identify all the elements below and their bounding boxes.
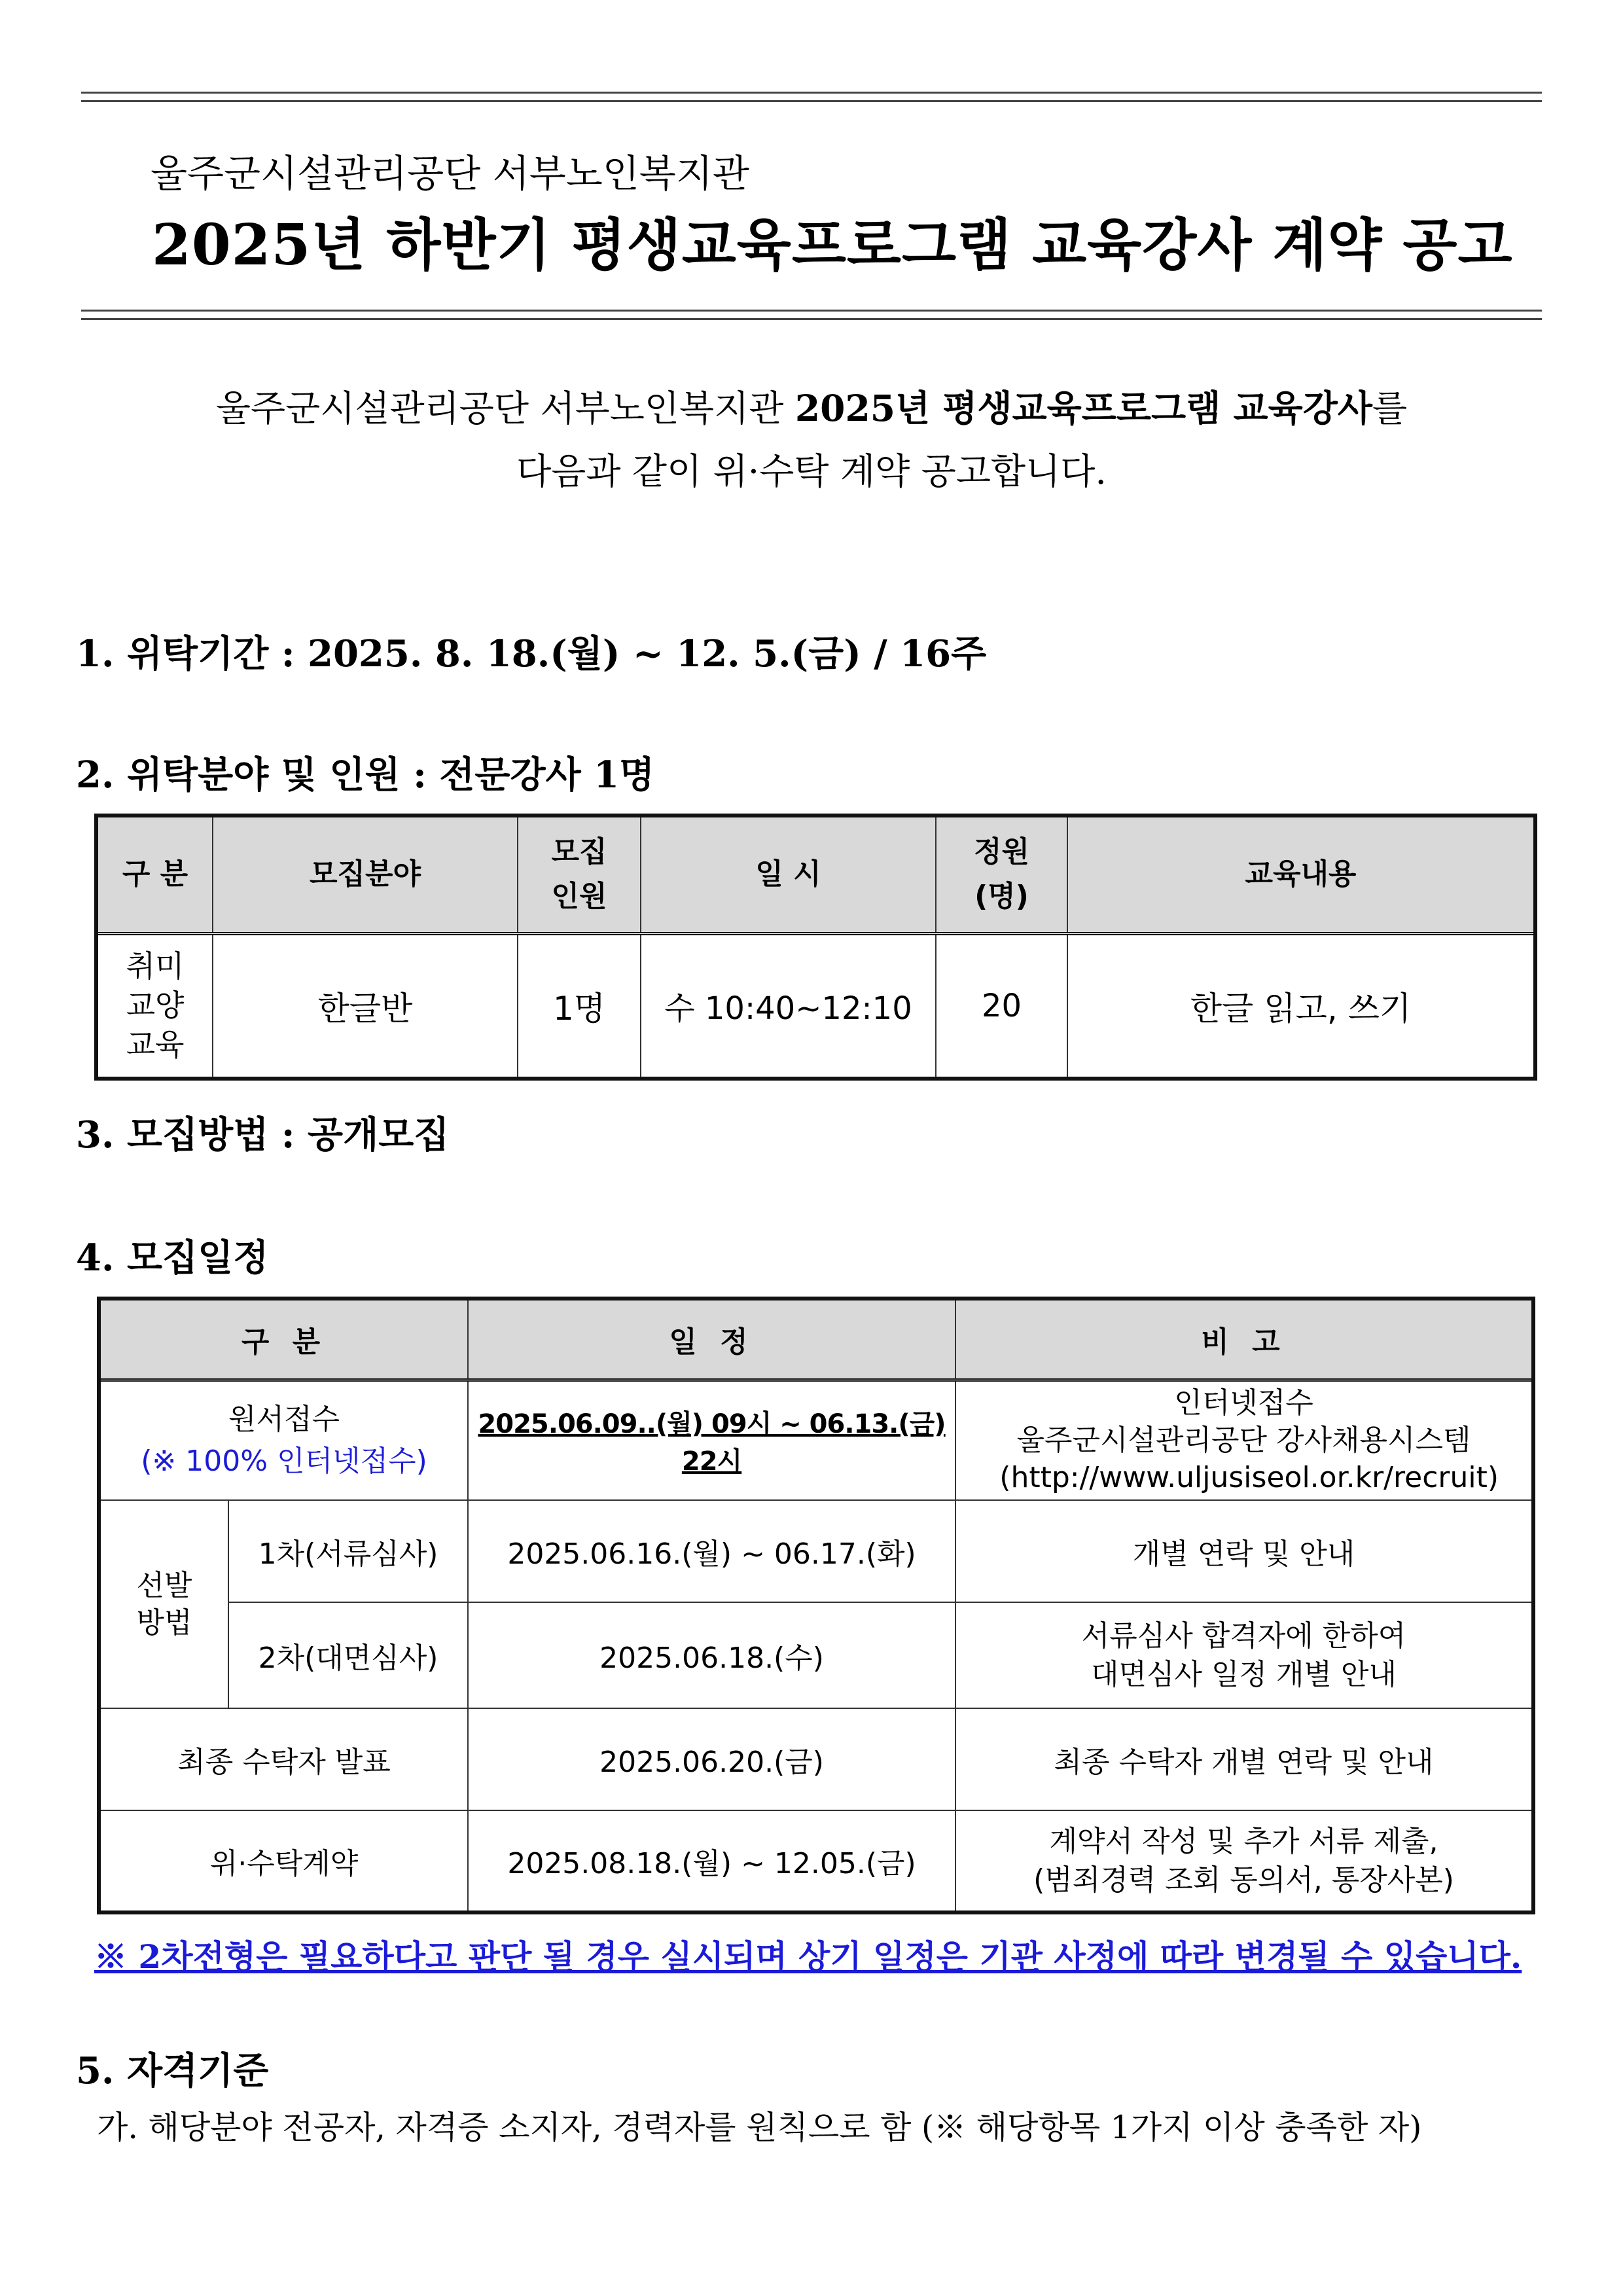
header-category: 구 분 bbox=[96, 816, 213, 933]
page-title: 2025년 하반기 평생교육프로그램 교육강사 계약 공고 bbox=[152, 212, 1513, 278]
header-count: 모집 인원 bbox=[518, 816, 641, 933]
schedule-change-note: ※ 2차전형은 필요하다고 판단 될 경우 실시되며 상기 일정은 기관 사정에 따라 변경될 수 있습니다. bbox=[94, 1937, 1522, 1976]
cell-stage-2: 2차(대면심사) bbox=[228, 1602, 468, 1708]
stage-2-note-2: 대면심사 일정 개별 안내 bbox=[1091, 1658, 1397, 1691]
cell-contract-label: 위·수탁계약 bbox=[99, 1810, 468, 1912]
cell-content: 한글 읽고, 쓰기 bbox=[1067, 933, 1535, 1079]
cell-stage-2-note bbox=[955, 1602, 1533, 1708]
intro-line-1 bbox=[0, 380, 1623, 431]
header-category: 구 분 bbox=[99, 1299, 468, 1380]
apply-note-2: 울주군시설관리공단 강사채용시스템 bbox=[1016, 1424, 1471, 1458]
intro-text-pre: 울주군시설관리공단 서부노인복지관 bbox=[215, 387, 795, 429]
header-capacity: 정원 (명) bbox=[936, 816, 1067, 933]
cell-contract-date: 2025.08.18.(월) ~ 12.05.(금) bbox=[468, 1810, 955, 1912]
header-remarks: 비 고 bbox=[955, 1299, 1533, 1380]
cell-category: 취미 교양 교육 bbox=[96, 933, 213, 1079]
cell-stage-2-date: 2025.06.18.(수) bbox=[468, 1602, 955, 1708]
title-divider bbox=[81, 310, 1542, 320]
table-row bbox=[99, 1708, 1533, 1810]
cell-capacity: 20 bbox=[936, 933, 1067, 1079]
header-datetime: 일 시 bbox=[641, 816, 936, 933]
apply-label: 원서접수 bbox=[228, 1402, 340, 1436]
cell-final-date: 2025.06.20.(금) bbox=[468, 1708, 955, 1810]
intro-text-bold: 2025년 평생교육프로그램 교육강사 bbox=[794, 387, 1372, 429]
schedule-table bbox=[97, 1297, 1535, 1914]
cell-apply-note bbox=[955, 1380, 1533, 1500]
cell-stage-1-note: 개별 연락 및 안내 bbox=[955, 1500, 1533, 1602]
cell-apply-label bbox=[99, 1380, 468, 1500]
section-field: 2. 위탁분야 및 인원 : 전문강사 1명 bbox=[76, 753, 655, 797]
cell-count: 1명 bbox=[518, 933, 641, 1079]
section-qualification: 5. 자격기준 bbox=[76, 2049, 269, 2092]
header-field: 모집분야 bbox=[213, 816, 518, 933]
stage-2-note-1: 서류심사 합격자에 한하여 bbox=[1081, 1619, 1406, 1653]
table-row bbox=[96, 933, 1535, 1079]
table-row bbox=[99, 1602, 1533, 1708]
table-row bbox=[99, 1500, 1533, 1602]
cell-stage-1-date: 2025.06.16.(월) ~ 06.17.(화) bbox=[468, 1500, 955, 1602]
cell-field: 한글반 bbox=[213, 933, 518, 1079]
table-header-row bbox=[99, 1299, 1533, 1380]
section-method: 3. 모집방법 : 공개모집 bbox=[76, 1113, 450, 1157]
cell-apply-date bbox=[468, 1380, 955, 1500]
qualification-text: 가. 해당분야 전공자, 자격증 소지자, 경력자를 원칙으로 함 (※ 해당항목 1가지 이상 충족한 자) bbox=[97, 2109, 1422, 2146]
apply-note-3: (http://www.uljusiseol.or.kr/recruit) bbox=[999, 1461, 1499, 1495]
cell-contract-note bbox=[955, 1810, 1533, 1912]
contract-note-2: (범죄경력 조회 동의서, 통장사본) bbox=[1033, 1863, 1454, 1897]
apply-date: 2025.06.09..(월) 09시 ~ 06.13.(금) 22시 bbox=[478, 1408, 946, 1477]
table-row bbox=[99, 1810, 1533, 1912]
intro-line-2: 다음과 같이 위·수탁 계약 공고합니다. bbox=[516, 450, 1107, 492]
header-content: 교육내용 bbox=[1067, 816, 1535, 933]
top-divider bbox=[81, 92, 1542, 102]
cell-final-note: 최종 수탁자 개별 연락 및 안내 bbox=[955, 1708, 1533, 1810]
cell-final-label: 최종 수탁자 발표 bbox=[99, 1708, 468, 1810]
section-period: 1. 위탁기간 : 2025. 8. 18.(월) ~ 12. 5.(금) / 16주 bbox=[76, 632, 987, 675]
cell-datetime: 수 10:40~12:10 bbox=[641, 933, 936, 1079]
apply-note-1: 인터넷접수 bbox=[1174, 1386, 1313, 1420]
header-schedule: 일 정 bbox=[468, 1299, 955, 1380]
intro-text-post: 를 bbox=[1372, 387, 1408, 429]
contract-note-1: 계약서 작성 및 추가 서류 제출, bbox=[1049, 1824, 1438, 1858]
cell-select-label: 선발 방법 bbox=[99, 1500, 228, 1708]
recruitment-field-table bbox=[94, 814, 1537, 1081]
cell-stage-1: 1차(서류심사) bbox=[228, 1500, 468, 1602]
apply-sub: (※ 100% 인터넷접수) bbox=[141, 1444, 427, 1478]
table-header-row bbox=[96, 816, 1535, 933]
organization-name: 울주군시설관리공단 서부노인복지관 bbox=[151, 151, 749, 196]
table-row bbox=[99, 1380, 1533, 1500]
section-schedule: 4. 모집일정 bbox=[76, 1236, 269, 1280]
